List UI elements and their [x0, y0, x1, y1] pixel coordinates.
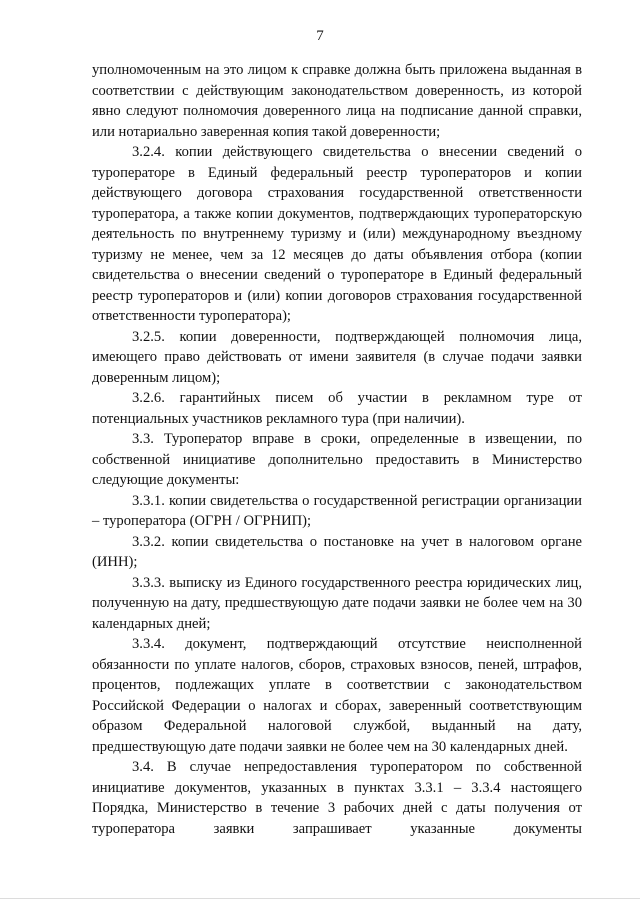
- paragraph-3-3-3: 3.3.3. выписку из Единого государственного реестра юридических лиц, полученную на дату, предшествующую дате подачи заявки не более чем на 30 календарных дней;: [92, 574, 582, 632]
- paragraph-3-3-1: 3.3.1. копии свидетельства о государственной регистрации организации – туроператора (ОГРН / ОГРНИП);: [92, 492, 582, 529]
- paragraph-3-3-4: 3.3.4. документ, подтверждающий отсутствие неисполненной обязанности по уплате налогов, сборов, страховых взносов, пеней, штрафов, процентов, подлежащих уплате в соответствии с законодательством Российской Федерации о налогах и сборах, заверенный соответствующим образом Федеральной налоговой службой, выданный на дату, предшествующую дате подачи заявки не более чем на 30 календарных дней.: [92, 636, 582, 755]
- paragraph-3-2-5: 3.2.5. копии доверенности, подтверждающей полномочия лица, имеющего право действовать от имени заявителя (в случае подачи заявки доверенным лицом);: [92, 328, 582, 386]
- page-number: 7: [316, 28, 324, 44]
- document-body: [92, 60, 582, 839]
- paragraph-3-3-2: 3.3.2. копии свидетельства о постановке на учет в налоговом органе (ИНН);: [92, 533, 582, 570]
- page-bottom-edge: [0, 898, 640, 899]
- paragraph-continuation-3-2-3: уполномоченным на это лицом к справке должна быть приложена выданная в соответствии с действующим законодательством доверенность, из которой явно следуют полномочия доверенного лица на подписание данной справки, или нотариально заверенная копия такой доверенности;: [92, 62, 582, 140]
- paragraph-3-2-6: 3.2.6. гарантийных писем об участии в рекламном туре от потенциальных участников рекламного тура (при наличии).: [92, 390, 582, 427]
- paragraph-3-4: 3.4. В случае непредоставления туроператором по собственной инициативе документов, указанных в пунктах 3.3.1 – 3.3.4 настоящего Порядка, Министерство в течение 3 рабочих дней с даты получения от туроператора заявки запрашивает указанные документы: [92, 759, 582, 837]
- paragraph-3-3: 3.3. Туроператор вправе в сроки, определенные в извещении, по собственной инициативе дополнительно предоставить в Министерство следующие документы:: [92, 431, 582, 488]
- paragraph-3-2-4: 3.2.4. копии действующего свидетельства о внесении сведений о туроператоре в Единый федеральный реестр туроператоров и копии действующего договора страхования государственной ответственности туроператора, а также копии документов, подтверждающих туроператорскую деятельность по внутреннему туризму и (или) международному въездному туризму не менее, чем за 12 месяцев до даты объявления отбора (копии свидетельства о внесении сведений о туроператоре в Единый федеральный реестр туроператоров и (или) копии договоров страхования государственной ответственности туроператора);: [92, 144, 582, 324]
